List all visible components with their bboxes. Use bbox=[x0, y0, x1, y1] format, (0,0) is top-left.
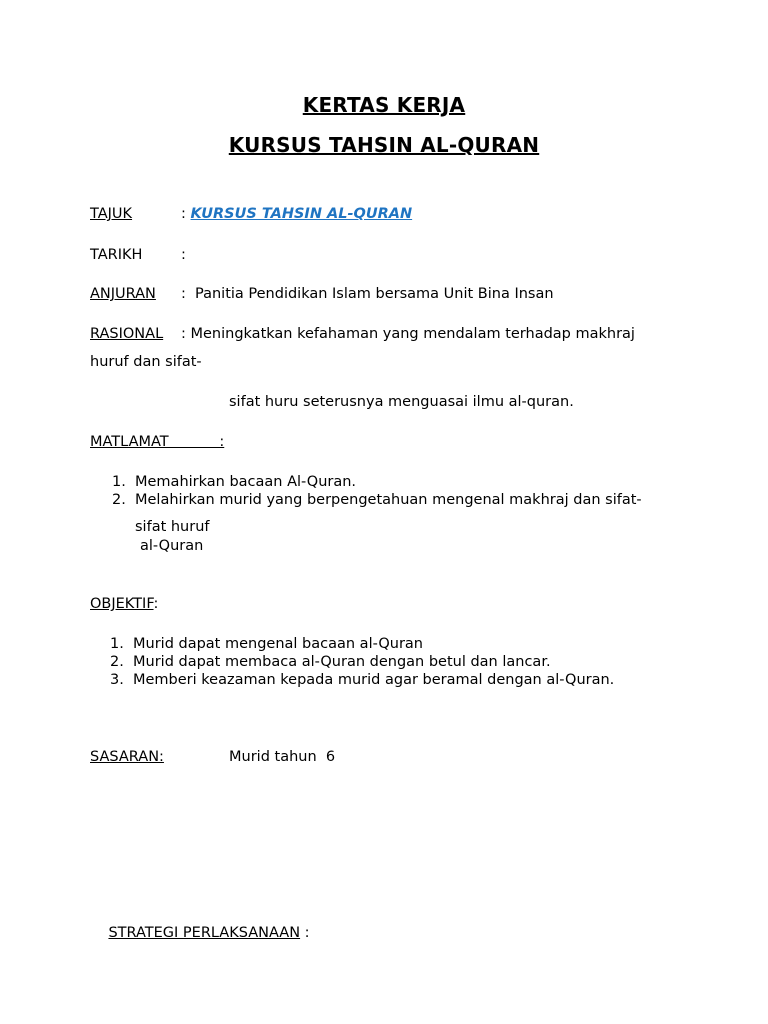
list-item-text: Memahirkan bacaan Al-Quran. bbox=[135, 474, 357, 490]
objektif-heading bbox=[90, 597, 158, 612]
objektif-colon: : bbox=[153, 596, 159, 612]
matlamat-list bbox=[112, 473, 642, 509]
list-item-text: Melahirkan murid yang berpengetahuan mengenal makhraj dan sifat- bbox=[135, 492, 642, 508]
tarikh-label: TARIKH bbox=[90, 247, 143, 263]
list-number: 2. bbox=[110, 654, 124, 670]
objektif-list bbox=[110, 635, 614, 689]
sasaran-value: Murid tahun 6 bbox=[229, 749, 336, 765]
matlamat-continuation-2: al-Quran bbox=[140, 538, 204, 554]
list-item-text: Murid dapat membaca al-Quran dengan betul dan lancar. bbox=[133, 654, 551, 670]
list-number: 1. bbox=[112, 474, 126, 490]
tarikh-colon: : bbox=[181, 247, 186, 263]
list-item bbox=[110, 635, 614, 653]
tajuk-label: TAJUK bbox=[90, 206, 133, 222]
document-subtitle: KURSUS TAHSIN AL-QURAN bbox=[228, 133, 540, 157]
rasional-line-2: huruf dan sifat- bbox=[90, 354, 202, 370]
rasional-line-3: sifat huru seterusnya menguasai ilmu al-quran. bbox=[229, 394, 574, 410]
objektif-label: OBJEKTIF bbox=[90, 596, 154, 612]
list-item bbox=[112, 473, 642, 491]
rasional-line-1: : Meningkatkan kefahaman yang mendalam terhadap makhraj bbox=[181, 326, 635, 342]
document-title: KERTAS KERJA bbox=[302, 93, 466, 117]
anjuran-colon: : bbox=[181, 286, 186, 302]
list-item bbox=[112, 491, 642, 509]
strategi-heading bbox=[90, 911, 310, 955]
list-item bbox=[110, 671, 614, 689]
list-item-text: Murid dapat mengenal bacaan al-Quran bbox=[133, 636, 423, 652]
list-item bbox=[110, 653, 614, 671]
anjuran-value: Panitia Pendidikan Islam bersama Unit Bina Insan bbox=[195, 286, 554, 302]
anjuran-label: ANJURAN bbox=[90, 286, 156, 302]
sasaran-label: SASARAN: bbox=[90, 749, 164, 765]
list-item-text: Memberi keazaman kepada murid agar beramal dengan al-Quran. bbox=[133, 672, 615, 688]
tajuk-link[interactable]: KURSUS TAHSIN AL-QURAN bbox=[190, 206, 413, 222]
tajuk-colon bbox=[181, 207, 412, 222]
strategi-label: STRATEGI PERLAKSANAAN bbox=[108, 924, 301, 941]
list-number: 2. bbox=[112, 492, 126, 508]
list-number: 3. bbox=[110, 672, 124, 688]
matlamat-label: MATLAMAT : bbox=[90, 434, 225, 450]
tajuk-colon-text: : bbox=[181, 206, 186, 222]
list-number: 1. bbox=[110, 636, 124, 652]
matlamat-continuation-1: sifat huruf bbox=[135, 519, 210, 535]
strategi-colon: : bbox=[300, 924, 310, 941]
rasional-label: RASIONAL bbox=[90, 326, 164, 342]
